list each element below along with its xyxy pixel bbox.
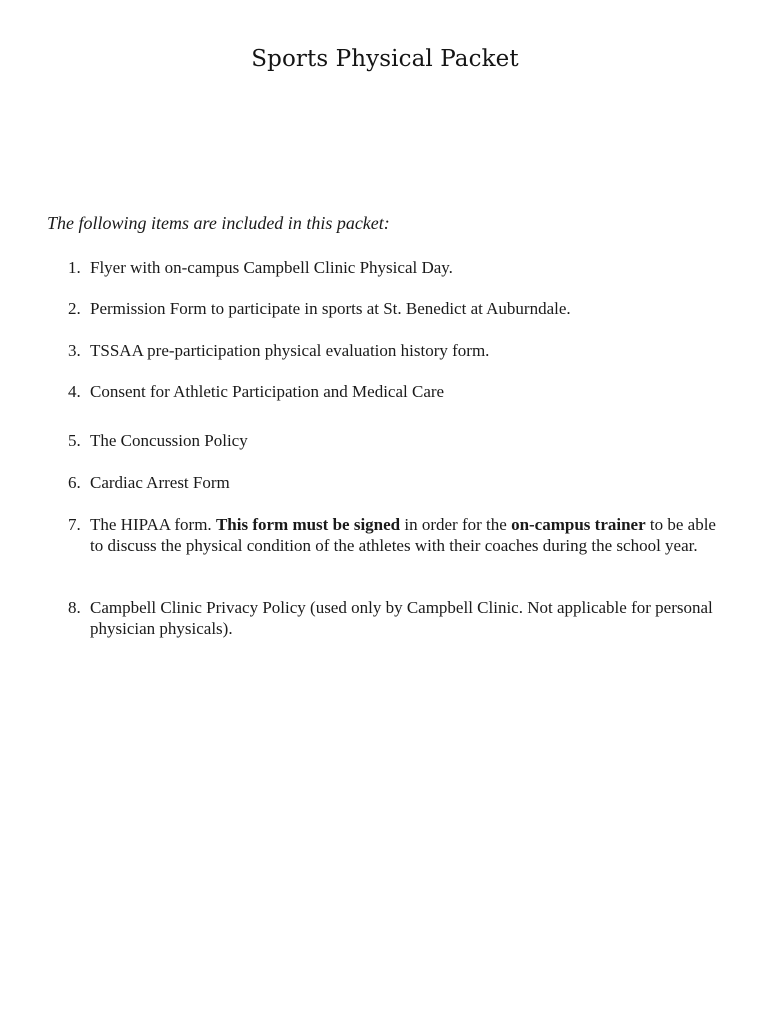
list-item-text: Consent for Athletic Participation and Medical Care xyxy=(90,382,445,401)
hipaa-trainer-emphasis: on-campus trainer xyxy=(511,515,646,534)
hipaa-text-part: in order for the xyxy=(400,515,512,534)
list-item-text: TSSAA pre-participation physical evaluation history form. xyxy=(90,341,490,360)
list-item-text: Cardiac Arrest Form xyxy=(90,473,230,492)
list-item-number: 4. xyxy=(68,382,81,401)
list-item-text: Campbell Clinic Privacy Policy (used only by Campbell Clinic. Not applicable for personal physician physicals). xyxy=(90,598,713,638)
intro-text: The following items are included in this packet: xyxy=(47,213,390,233)
list-item-number: 1. xyxy=(68,258,81,277)
list-item-text xyxy=(90,514,730,556)
list-item-number: 7. xyxy=(68,515,81,534)
list-item-number: 2. xyxy=(68,299,81,318)
page-title: Sports Physical Packet xyxy=(251,46,519,72)
hipaa-signed-emphasis: This form must be signed xyxy=(215,515,401,534)
list-item-text: Permission Form to participate in sports at St. Benedict at Auburndale. xyxy=(90,299,571,318)
list-item-number: 6. xyxy=(68,473,81,492)
hipaa-text-part: to be able to discuss the physical condition of the athletes with their coaches during the school year. xyxy=(90,515,716,555)
list-item-number: 3. xyxy=(68,341,81,360)
list-item-number: 5. xyxy=(68,431,81,450)
list-item-text: The Concussion Policy xyxy=(90,431,248,450)
list-item-number: 8. xyxy=(68,598,81,617)
list-item-text: Flyer with on-campus Campbell Clinic Physical Day. xyxy=(90,258,453,277)
hipaa-text-part: The HIPAA form. xyxy=(90,515,216,534)
